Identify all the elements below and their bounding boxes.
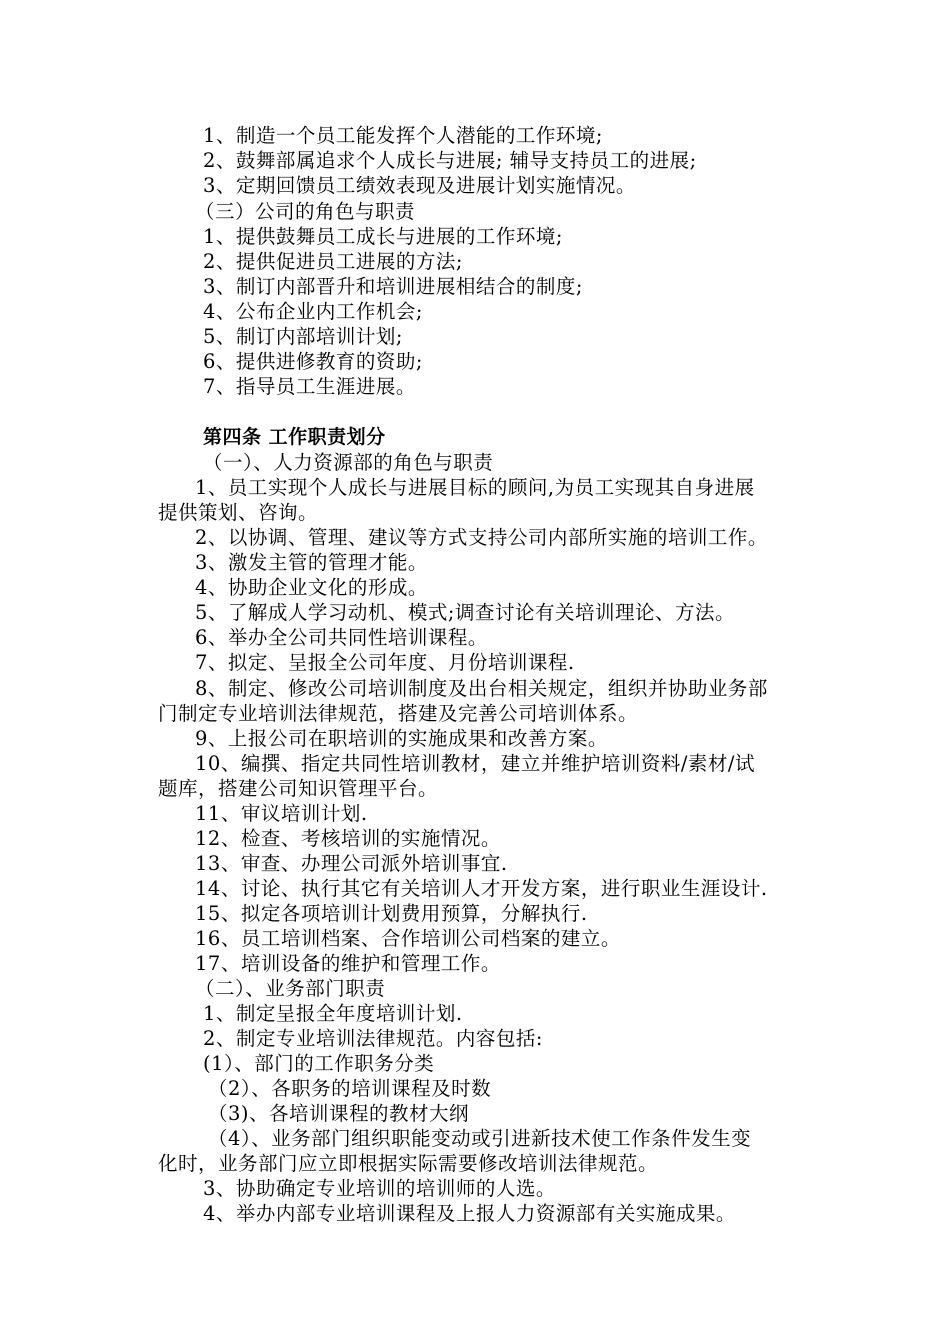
biz-item-line: （4）、业务部门组织职能变动或引进新技术使工作条件发生变 — [208, 1127, 752, 1150]
hr-item-line: 题库，搭建公司知识管理平台。 — [158, 777, 439, 800]
hr-item-line: 13、审查、办理公司派外培训事宜. — [195, 852, 508, 875]
hr-item-line: 1、员工实现个人成长与进展目标的顾问,为员工实现其自身进展 — [195, 476, 755, 499]
hr-item-line: 9、上报公司在职培训的实施成果和改善方案。 — [195, 727, 608, 750]
hr-item-line: 门制定专业培训法律规范，搭建及完善公司培训体系。 — [158, 702, 639, 725]
company-role-item-1: 1、提供鼓舞员工成长与进展的工作环境; — [203, 225, 563, 248]
hr-item-line: 17、培训设备的维护和管理工作。 — [195, 952, 501, 975]
biz-item-line: （2）、各职务的培训课程及时数 — [208, 1077, 492, 1100]
employee-role-item-1: 1、制造一个员工能发挥个人潜能的工作环境; — [203, 124, 603, 147]
hr-item-line: 4、协助企业文化的形成。 — [195, 576, 428, 599]
hr-item-line: 3、激发主管的管理才能。 — [195, 551, 428, 574]
article-title: 第四条 工作职责划分 — [203, 426, 386, 448]
biz-item-line: 4、举办内部专业培训课程及上报人力资源部有关实施成果。 — [203, 1202, 736, 1225]
hr-item-line: 6、举办全公司共同性培训课程。 — [195, 626, 488, 649]
hr-item-line: 14、讨论、执行其它有关培训人才开发方案，进行职业生涯设计. — [195, 877, 768, 900]
hr-item-line: 提供策划、咨询。 — [158, 501, 319, 524]
biz-item-line: 2、制定专业培训法律规范。内容包括: — [203, 1027, 543, 1050]
employee-role-item-3: 3、定期回馈员工绩效表现及进展计划实施情况。 — [203, 174, 636, 197]
employee-role-item-2: 2、鼓舞部属追求个人成长与进展; 辅导支持员工的进展; — [203, 149, 697, 172]
biz-item-line: （3)、各培训课程的教材大纲 — [208, 1102, 470, 1125]
biz-item-line: 化时，业务部门应立即根据实际需要修改培训法律规范。 — [158, 1152, 659, 1175]
company-role-item-4: 4、公布企业内工作机会; — [203, 300, 423, 323]
company-role-title: （三）公司的角色与职责 — [195, 200, 416, 223]
biz-item-line: 3、协助确定专业培训的培训师的人选。 — [203, 1177, 556, 1200]
hr-item-line: 8、制定、修改公司培训制度及出台相关规定，组织并协助业务部 — [195, 677, 768, 700]
hr-item-line: 2、以协调、管理、建议等方式支持公司内部所实施的培训工作。 — [195, 526, 768, 549]
hr-item-line: 5、了解成人学习动机、模式;调查讨论有关培训理论、方法。 — [195, 601, 735, 624]
company-role-item-7: 7、指导员工生涯进展。 — [203, 375, 416, 398]
biz-section-title: （二）、业务部门职责 — [195, 977, 386, 1000]
hr-item-line: 11、审议培训计划. — [195, 802, 368, 825]
hr-item-line: 7、拟定、呈报全公司年度、月份培训课程. — [195, 651, 575, 674]
hr-item-line: 15、拟定各项培训计划费用预算，分解执行. — [195, 902, 588, 925]
biz-item-line: (1）、部门的工作职务分类 — [203, 1052, 435, 1075]
company-role-item-5: 5、制订内部培训计划; — [203, 325, 403, 348]
hr-item-line: 16、员工培训档案、合作培训公司档案的建立。 — [195, 927, 621, 950]
biz-item-line: 1、制定呈报全年度培训计划. — [203, 1002, 463, 1025]
company-role-item-3: 3、制订内部晋升和培训进展相结合的制度; — [203, 275, 583, 298]
company-role-item-6: 6、提供进修教育的资助; — [203, 350, 423, 373]
hr-item-line: 12、检查、考核培训的实施情况。 — [195, 827, 501, 850]
company-role-item-2: 2、提供促进员工进展的方法; — [203, 250, 463, 273]
hr-section-title: （一）、人力资源部的角色与职责 — [203, 451, 494, 474]
hr-item-line: 10、编撰、指定共同性培训教材，建立并维护培训资料/素材/试 — [195, 752, 755, 775]
